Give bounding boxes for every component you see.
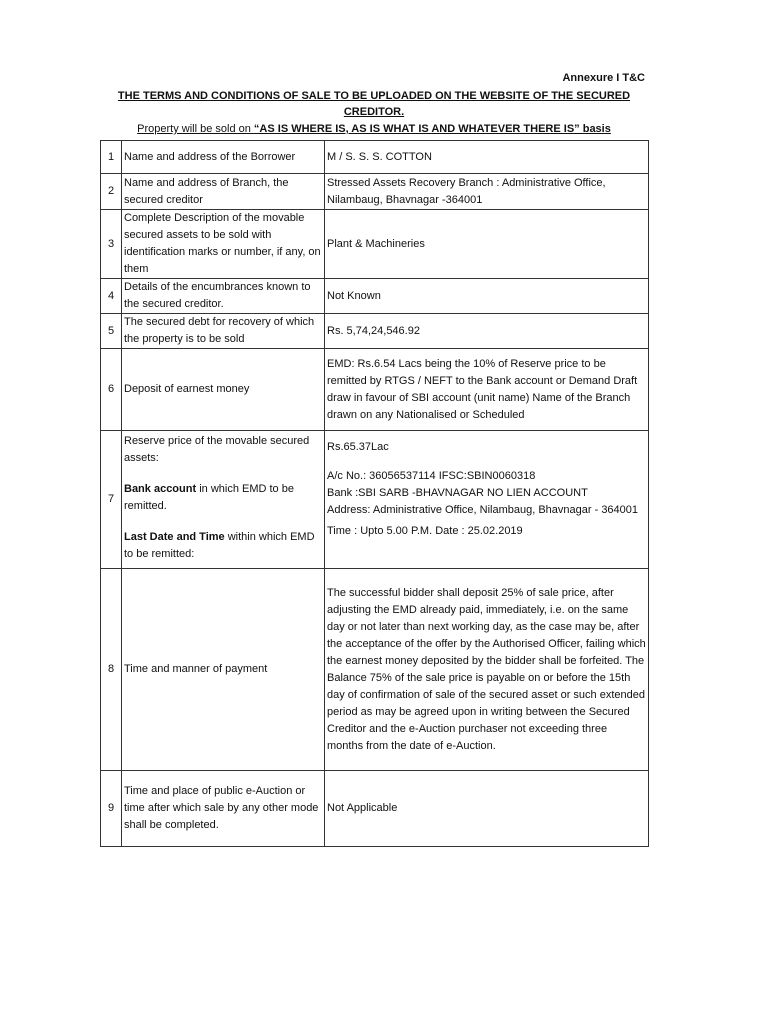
row-value: Not Known (325, 279, 649, 314)
row-number: 9 (101, 771, 122, 847)
basis-prefix: Property will be sold on (137, 123, 254, 135)
title-line-1: THE TERMS AND CONDITIONS OF SALE TO BE UPLOADED ON THE WEBSITE OF THE SECURED (117, 90, 631, 102)
title-line-2: CREDITOR. (343, 106, 405, 118)
row-label: Time and manner of payment (122, 569, 325, 771)
row-number: 6 (101, 349, 122, 431)
last-date-value: Time : Upto 5.00 P.M. Date : 25.02.2019 (327, 525, 523, 537)
table-row (101, 771, 649, 847)
reserve-price-label: Reserve price of the movable secured assets: (124, 435, 310, 464)
bank-account-value-3: Address: Administrative Office, Nilambaug, Bhavnagar - 364001 (327, 504, 639, 516)
row-value: Not Applicable (325, 771, 649, 847)
table-row (101, 174, 649, 210)
row-number: 1 (101, 141, 122, 174)
row-number: 3 (101, 210, 122, 279)
bank-account-label-rest: in which EMD to be remitted. (124, 483, 294, 512)
row-number: 8 (101, 569, 122, 771)
row-label: Details of the encumbrances known to the secured creditor. (122, 279, 325, 314)
table-row (101, 141, 649, 174)
row-label: Complete Description of the movable secured assets to be sold with identification marks or number, if any, on them (122, 210, 325, 279)
row-number: 7 (101, 431, 122, 569)
row-number: 2 (101, 174, 122, 210)
reserve-price-value: Rs.65.37Lac (327, 441, 389, 453)
table-row (101, 314, 649, 349)
table-row (101, 349, 649, 431)
table-row (101, 210, 649, 279)
row-value: M / S. S. S. COTTON (325, 141, 649, 174)
table-row (101, 279, 649, 314)
row-label: Name and address of Branch, the secured creditor (122, 174, 325, 210)
row-value: Plant & Machineries (325, 210, 649, 279)
row-label (122, 431, 325, 569)
row-label: Name and address of the Borrower (122, 141, 325, 174)
row-label: Deposit of earnest money (122, 349, 325, 431)
last-date-label (124, 529, 322, 563)
row-value: Rs. 5,74,24,546.92 (325, 314, 649, 349)
bank-account-label-bold: Bank account (124, 483, 197, 495)
sale-basis (100, 122, 648, 136)
terms-table (100, 140, 649, 847)
row-number: 5 (101, 314, 122, 349)
row-label: Time and place of public e-Auction or time after which sale by any other mode shall be completed. (122, 771, 325, 847)
table-row (101, 569, 649, 771)
bank-account-value-1: A/c No.: 36056537114 IFSC:SBIN0060318 (327, 470, 536, 482)
annexure-label: Annexure I T&C (562, 72, 645, 84)
table-row (101, 431, 649, 569)
row-value (325, 431, 649, 569)
row-number: 4 (101, 279, 122, 314)
document-title (100, 88, 648, 120)
row-value: EMD: Rs.6.54 Lacs being the 10% of Reserve price to be remitted by RTGS / NEFT to the Bank account or Demand Draft draw in favour of SBI account (unit name) Name of the Branch drawn on any Nationalised or Scheduled (325, 349, 649, 431)
row-value: The successful bidder shall deposit 25% of sale price, after adjusting the EMD already paid, immediately, i.e. on the same day or not later than next working day, as the case may be, after the acceptance of the offer by the Authorised Officer, failing which the earnest money deposited by the bidder shall be forfeited. The Balance 75% of the sale price is payable on or before the 15th day of confirmation of sale of the secured asset or such extended period as may be agreed upon in writing between the Secured Creditor and the e-Auction purchaser not exceeding three months from the date of e-Auction. (325, 569, 649, 771)
row-label: The secured debt for recovery of which the property is to be sold (122, 314, 325, 349)
last-date-label-rest: within which EMD to be remitted: (124, 531, 315, 560)
bank-account-value-2: Bank :SBI SARB -BHAVNAGAR NO LIEN ACCOUNT (327, 487, 588, 499)
row-value: Stressed Assets Recovery Branch : Administrative Office, Nilambaug, Bhavnagar -364001 (325, 174, 649, 210)
last-date-label-bold: Last Date and Time (124, 531, 225, 543)
basis-bold: “AS IS WHERE IS, AS IS WHAT IS AND WHATEVER THERE IS” basis (253, 123, 611, 135)
bank-account-label (124, 481, 322, 521)
